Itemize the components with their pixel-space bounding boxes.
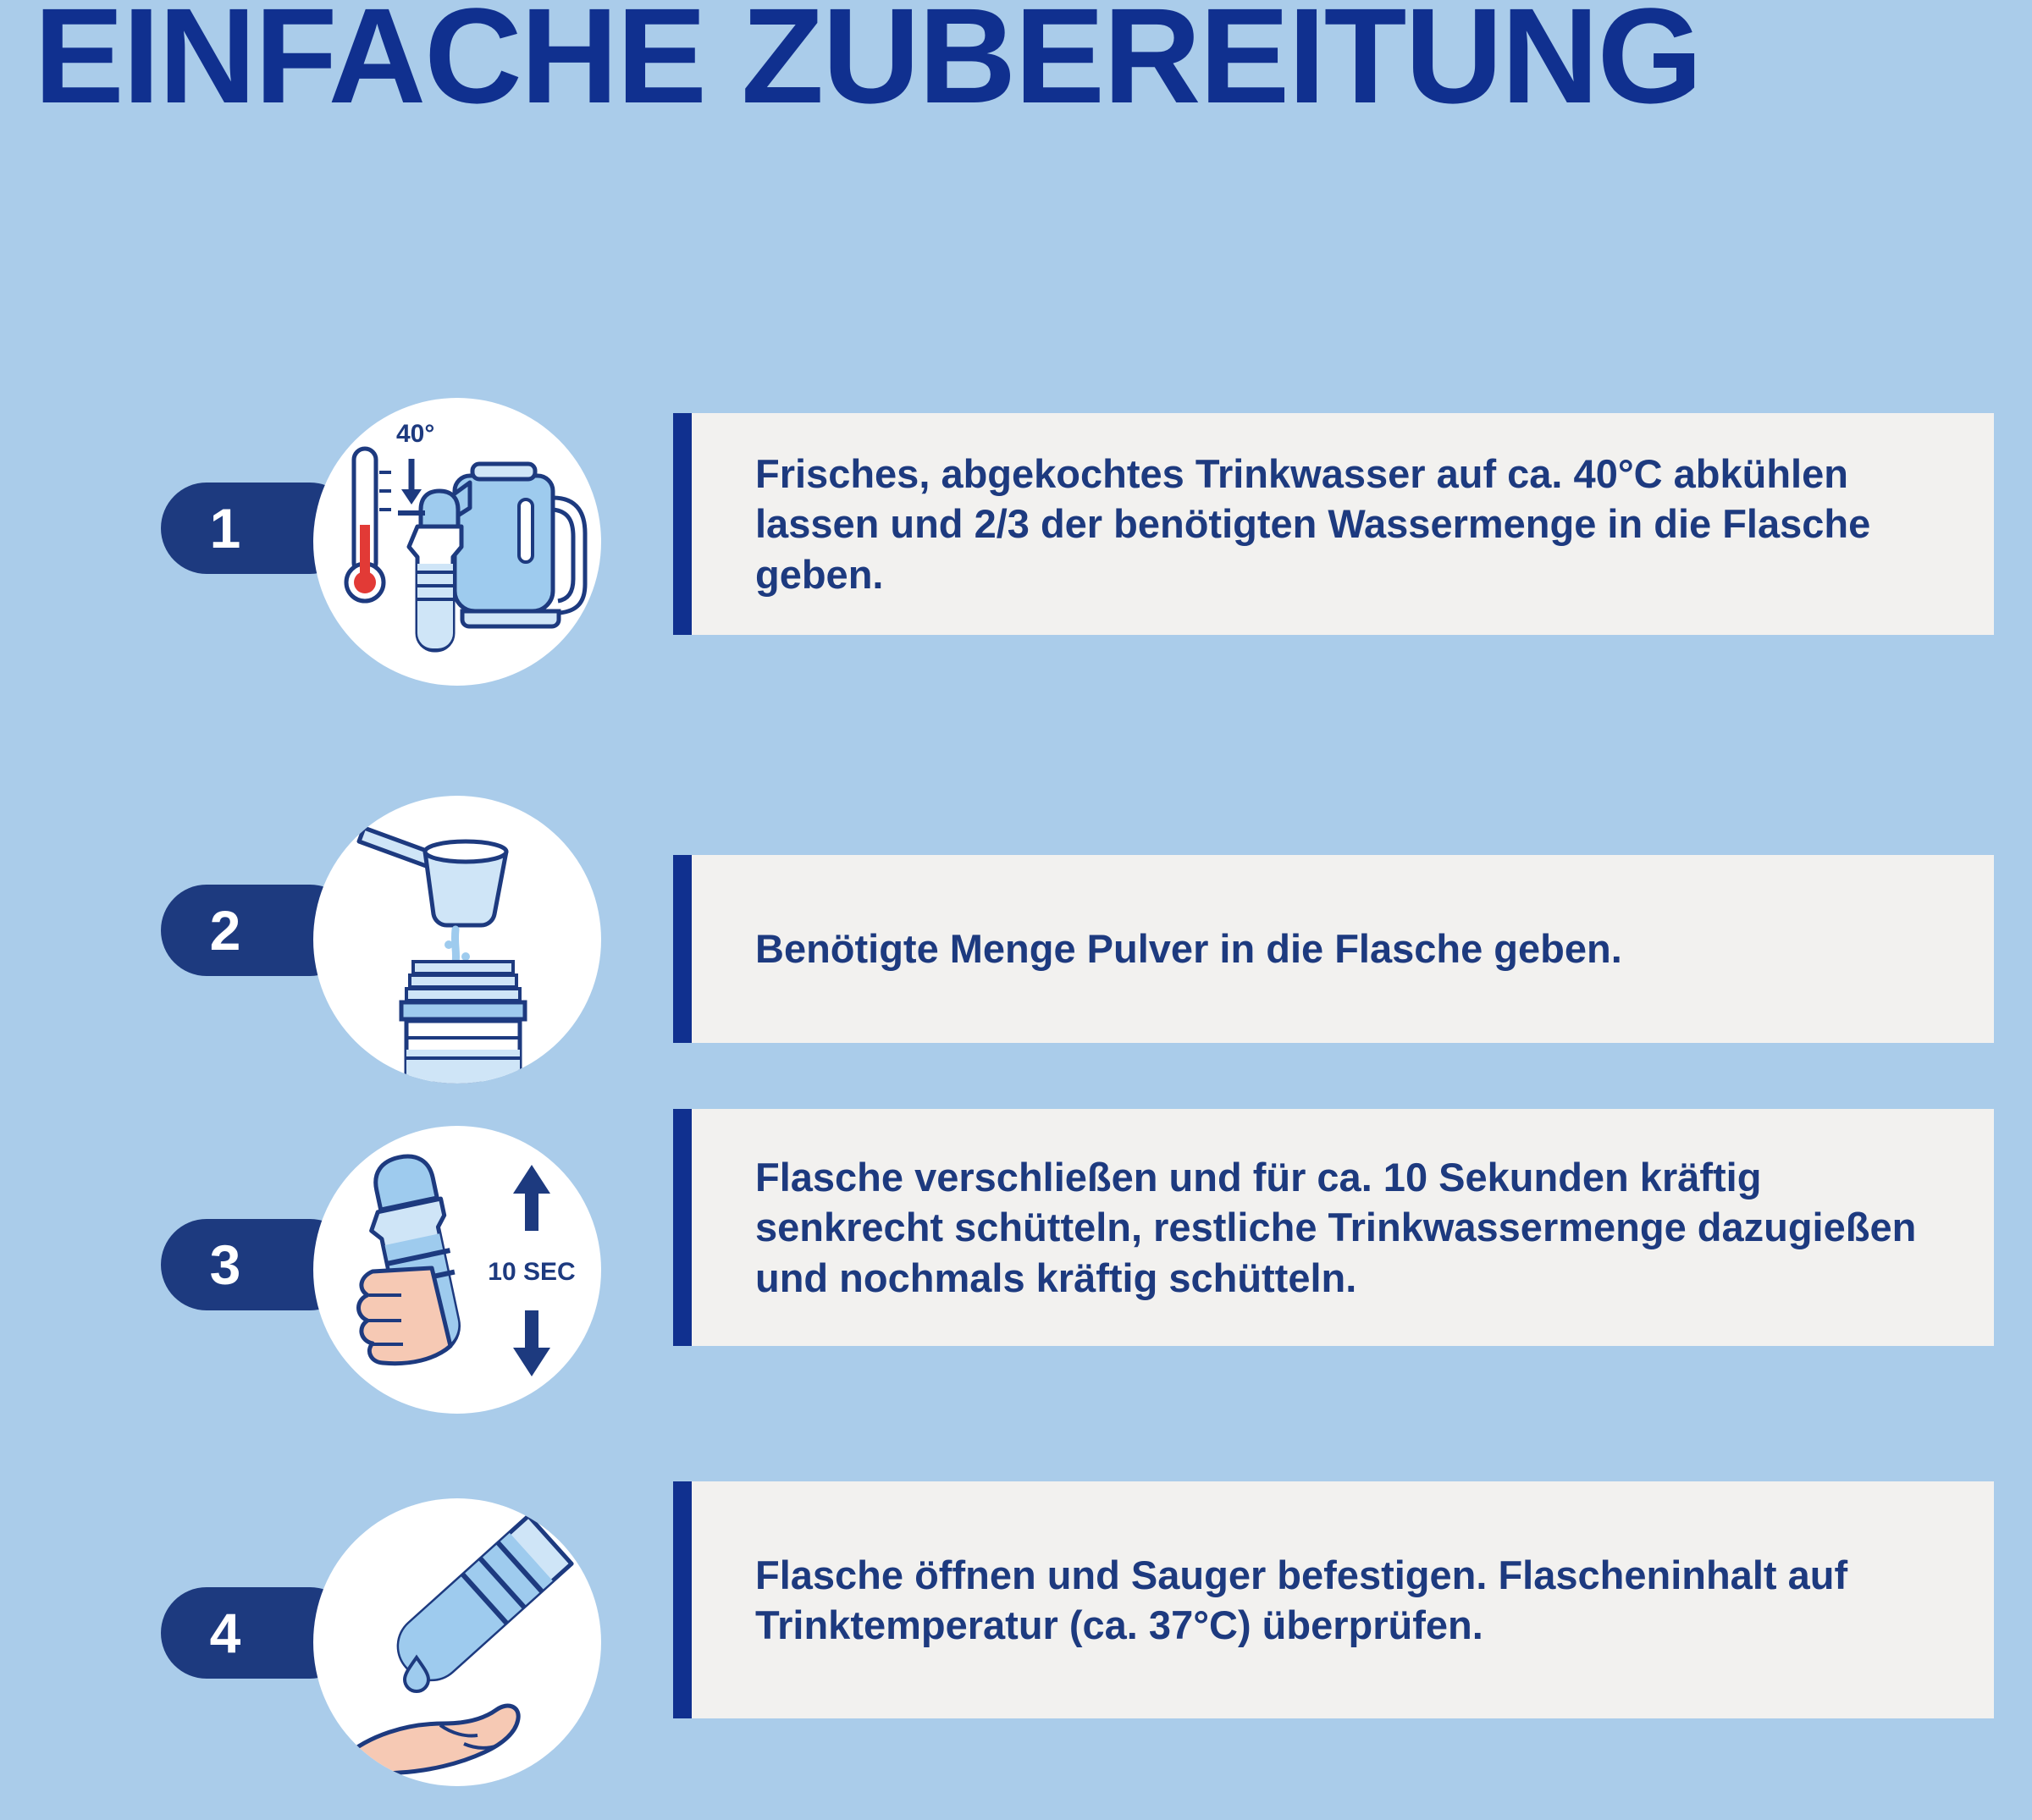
step-text: Flasche verschließen und für ca. 10 Sekunden kräftig senkrecht schütteln, restliche Trinkwassermenge dazugießen und nochmals kräftig schütteln. xyxy=(755,1155,1917,1300)
icon-temperature-label: 40° xyxy=(396,420,435,448)
step-text: Frisches, abgekochtes Trinkwasser auf ca. 40°C abkühlen lassen und 2/3 der benötigten Wassermenge in die Flasche geben. xyxy=(755,451,1871,597)
hand-shaking-bottle-icon xyxy=(313,1126,601,1414)
bottle-drop-on-hand-icon xyxy=(313,1498,601,1786)
step-number-label: 2 xyxy=(209,899,241,962)
step-illustration-shake xyxy=(313,1126,601,1414)
list-item xyxy=(0,1464,2032,1820)
step-text: Flasche öffnen und Sauger befestigen. Flascheninhalt auf Trinktemperatur (ca. 37°C) überprüfen. xyxy=(755,1552,1848,1647)
step-number-label: 4 xyxy=(209,1602,241,1664)
step-illustration-scoop xyxy=(313,796,601,1084)
step-illustration-drop xyxy=(313,1498,601,1786)
step-illustration-kettle xyxy=(313,398,601,686)
kettle-thermometer-bottle-icon xyxy=(313,398,601,686)
measuring-scoop-powder-bottle-icon xyxy=(313,796,601,1084)
step-text-card xyxy=(673,855,1994,1043)
step-text-card xyxy=(673,1481,1994,1718)
page-title: EINFACHE ZUBEREITUNG xyxy=(34,0,1701,131)
step-number-label: 1 xyxy=(209,497,241,560)
step-number-label: 3 xyxy=(209,1233,241,1296)
step-text-card xyxy=(673,413,1994,635)
preparation-steps-list xyxy=(0,398,2032,1820)
icon-duration-label: 10 SEC xyxy=(488,1258,576,1286)
list-item xyxy=(0,753,2032,1109)
list-item xyxy=(0,398,2032,753)
list-item xyxy=(0,1109,2032,1464)
step-text-card xyxy=(673,1109,1994,1346)
step-text: Benötigte Menge Pulver in die Flasche geben. xyxy=(755,926,1622,972)
